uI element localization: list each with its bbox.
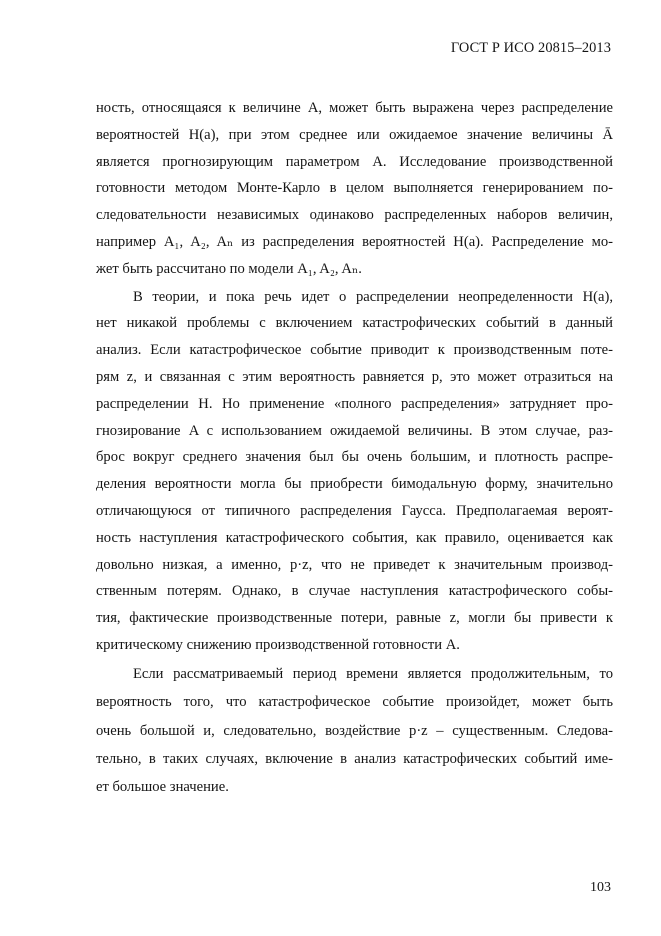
text-line: тия, фактические производственные потери, равные z, могли бы привести к <box>96 610 613 627</box>
text-line: распределении H. Но применение «полного распределения» затрудняет про- <box>96 395 613 412</box>
standard-id: ГОСТ Р ИСО 20815–2013 <box>450 40 611 56</box>
text-line: ственным потерям. Однако, в случае наступления катастрофического собы- <box>96 583 613 600</box>
text-line: вероятностей H(a), при этом среднее или ожидаемое значение величины Ā <box>96 126 613 143</box>
text-line: жет быть рассчитано по модели A₁, A₂, Aₙ. <box>96 260 362 277</box>
document-header <box>451 40 611 57</box>
text-line: готовности методом Монте-Карло в целом выполняется генерированием по- <box>96 180 613 197</box>
text-line: анализ. Если катастрофическое событие приводит к производственным поте- <box>96 342 613 359</box>
document-body <box>96 95 613 802</box>
page-number: 103 <box>590 880 611 895</box>
text-line: рям z, и связанная с этим вероятность равняется p, это может отразиться на <box>96 368 613 385</box>
paragraph-2 <box>96 284 613 659</box>
text-line: ность, относящаяся к величине A, может быть выражена через распределение <box>96 100 613 116</box>
text-line: является прогнозирующим параметром A. Исследование производственной <box>96 153 613 170</box>
text-line: например A₁, A₂, Aₙ из распределения вероятностей H(a). Распределение мо- <box>96 233 613 250</box>
paragraph-3 <box>96 660 613 802</box>
text-line: ет большое значение. <box>96 779 229 796</box>
text-line: гнозирование A с использованием ожидаемой величины. В этом случае, раз- <box>96 422 613 439</box>
text-line: нет никакой проблемы с включением катастрофических событий в данный <box>96 315 613 332</box>
text-line: Если рассматриваемый период времени является продолжительным, то <box>133 665 613 682</box>
text-line: деления вероятности могла бы приобрести бимодальную форму, значительно <box>96 476 613 493</box>
text-line: довольно низкая, а именно, p·z, что не приведет к значительным производ- <box>96 556 613 573</box>
text-line: вероятность того, что катастрофическое событие произойдет, может быть <box>96 694 613 711</box>
text-line: тельно, в таких случаях, включение в анализ катастрофических событий име- <box>96 750 613 767</box>
text-line: критическому снижению производственной готовности A. <box>96 636 460 653</box>
text-line: очень большой и, следовательно, воздействие p·z – существенным. Следова- <box>96 722 613 739</box>
text-line: ность наступления катастрофического события, как правило, оценивается как <box>96 529 613 546</box>
paragraph-1 <box>96 95 613 283</box>
text-line: отличающуюся от типичного распределения Гаусса. Предполагаемая вероят- <box>96 502 613 519</box>
text-line: следовательности независимых одинаково распределенных наборов величин, <box>96 207 613 224</box>
text-line: брос вокруг среднего значения был бы очень большим, и плотность распре- <box>96 449 613 466</box>
text-line: В теории, и пока речь идет о распределении неопределенности H(a), <box>133 288 613 305</box>
